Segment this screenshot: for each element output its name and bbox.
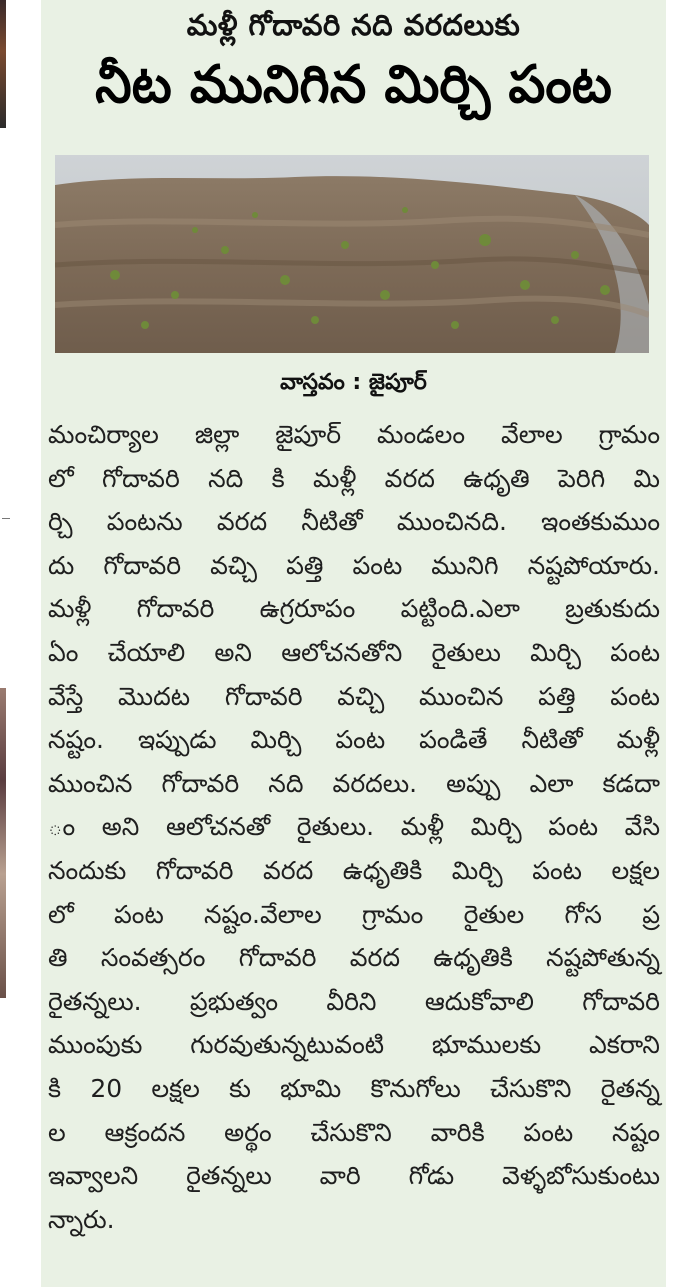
adjacent-photo-edge bbox=[0, 0, 6, 128]
news-article bbox=[41, 0, 666, 1287]
body-line: న్నారు. bbox=[48, 1204, 115, 1234]
body-line: నష్టం. ఇప్పుడు మిర్చి పంట పండితే నీటితో మళ్లీ bbox=[48, 725, 660, 755]
body-line: ముంచిన గోదావరి నది వరదలు. అప్పు ఎలా కడదా bbox=[48, 768, 660, 798]
body-line: వేస్తే మొదట గోదావరి వచ్చి ముంచిన పత్తి పంట bbox=[48, 681, 660, 711]
article-photo bbox=[55, 155, 649, 353]
body-line: ర్చి పంటను వరద నీటితో ముంచినది. ఇంతకుముం bbox=[48, 507, 660, 537]
body-line: ఏం చేయాలి అని ఆలోచనతోని రైతులు మిర్చి పంట bbox=[48, 637, 660, 667]
body-line: ం అని ఆలోచనతో రైతులు. మళ్లీ మిర్చి పంట వేసి bbox=[48, 812, 660, 842]
body-line: కి 20 లక్షల కు భూమి కొనుగోలు చేసుకొని రైతన్న bbox=[48, 1073, 660, 1103]
article-dateline: వాస్తవం : జైపూర్ bbox=[280, 370, 427, 395]
body-line: లో గోదావరి నది కి మళ్లీ వరద ఉధృతి పెరిగి మి bbox=[48, 463, 660, 493]
adjacent-photo-edge bbox=[0, 688, 6, 998]
right-margin bbox=[666, 0, 686, 1287]
body-line: ముంపుకు గురవుతున్నటువంటి భూములకు ఎకరాని bbox=[48, 1030, 660, 1060]
body-line: ఇవ్వాలని రైతన్నలు వారి గోడు వెళ్ళబోసుకుంటు bbox=[48, 1161, 660, 1191]
column-rule-mark bbox=[2, 518, 10, 519]
body-line: తి సంవత్సరం గోదావరి వరద ఉధృతికి నష్టపోతున్న bbox=[48, 943, 660, 973]
body-line: మళ్లీ గోదావరి ఉగ్రరూపం పట్టింది.ఎలా బ్రతుకుదు bbox=[48, 594, 660, 624]
article-headline: నీట మునిగిన మిర్చి పంట bbox=[95, 55, 612, 115]
body-line: లో పంట నష్టం.వేలాల గ్రామం రైతుల గోస ప్ర bbox=[48, 899, 660, 929]
body-line: దు గోదావరి వచ్చి పత్తి పంట మునిగి నష్టపోయారు. bbox=[48, 550, 660, 580]
left-margin bbox=[0, 0, 40, 1287]
body-line: రైతన్నలు. ప్రభుత్వం వీరిని ఆదుకోవాలి గోదావరి bbox=[48, 986, 660, 1016]
flooded-field-image bbox=[55, 155, 649, 353]
article-body bbox=[48, 413, 660, 1241]
article-kicker: మళ్లీ గోదావరి నది వరదలుకు bbox=[186, 8, 521, 42]
body-line: ల ఆక్రందన అర్థం చేసుకొని వారికి పంట నష్టం bbox=[48, 1117, 660, 1147]
body-line: మంచిర్యాల జిల్లా జైపూర్ మండలం వేలాల గ్రామం bbox=[48, 420, 660, 449]
body-line: నందుకు గోదావరి వరద ఉధృతికి మిర్చి పంట లక్షల bbox=[48, 855, 660, 885]
